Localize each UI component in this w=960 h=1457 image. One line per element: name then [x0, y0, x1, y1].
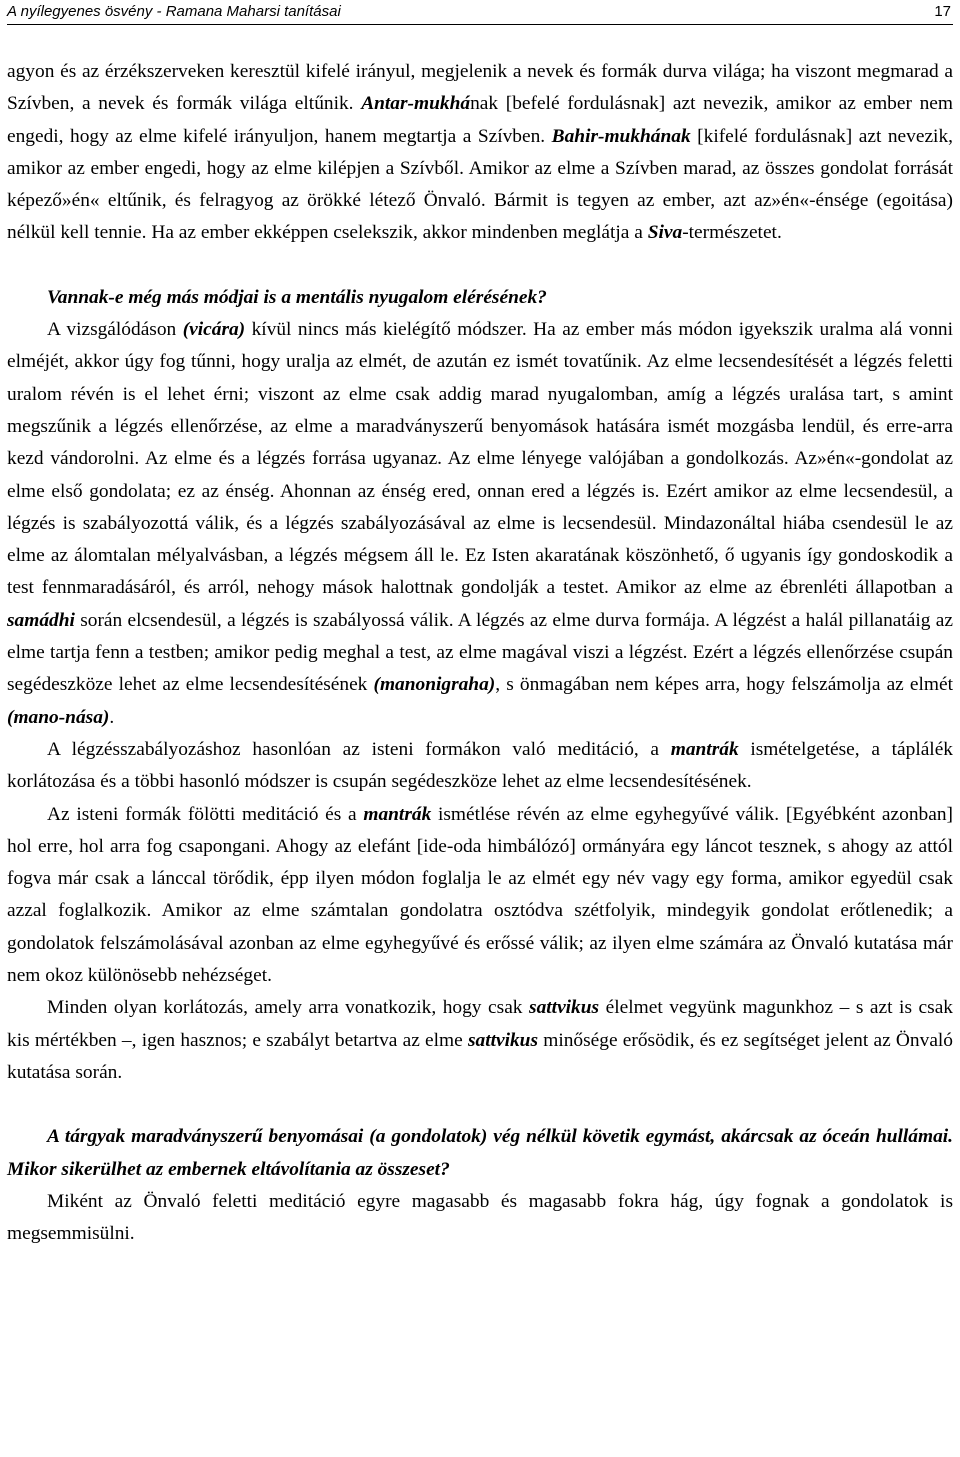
text-run: nak [befelé fordulásnak] azt nevezik, amikor az ember nem engedi, hogy az elme kifelé irányuljon, hanem megtartja a Szívben.: [7, 93, 953, 147]
term-sattvikus: sattvikus: [467, 1029, 539, 1051]
text-run: minősége erősödik, és ez segítséget jelent az Önvaló kutatása során.: [7, 1029, 954, 1083]
paragraph-3: [7, 734, 953, 799]
question-1: Vannak-e még más módjai is a mentális nyugalom elérésének?: [47, 286, 547, 308]
term-sattvikus: sattvikus: [529, 997, 600, 1019]
term-vicara: (vicára): [182, 319, 246, 341]
text-run: A vizsgálódáson: [47, 319, 183, 341]
paragraph-2: [7, 314, 953, 734]
paragraph-4: [7, 799, 953, 993]
text-run: Az isteni formák fölötti meditáció és a: [47, 803, 364, 825]
term-mantrak: mantrák: [363, 803, 432, 825]
term-manonigraha: (manonigraha): [373, 674, 496, 696]
text-run: ismételgetése, a táplálék korlátozása és a többi hasonló módszer is csupán segédeszköze lehet az elme lecsendesítésének.: [7, 738, 953, 793]
paragraph-6: Miként az Önvaló feletti meditáció egyre magasabb és magasabb fokra hág, úgy fognak a gondolatok is megsemmisülni.: [7, 1190, 953, 1245]
text-run: agyon és az érzékszerveken keresztül kifelé irányul, megjelenik a nevek és formák durva világa; ha viszont megmarad a Szívben, a nevek és formák világa eltűnik.: [7, 61, 953, 115]
page-number: 17: [934, 3, 951, 20]
running-header: [7, 0, 953, 25]
term-mantrak: mantrák: [670, 738, 739, 760]
text-run: A légzésszabályozáshoz hasonlóan az isteni formákon való meditáció, a: [47, 738, 671, 760]
text-run: -természetet.: [682, 222, 782, 244]
paragraph-5: [7, 992, 953, 1089]
text-run: ismétlése révén az elme egyhegyűvé válik. [Egyébként azonban] hol erre, hol arra fog csapongani. Ahogy az elefánt [ide-oda himbálózó] ormányára egy láncot tesznek, s ahogy az attól fogva már csak a lánccal törődik, épp ilyen módon foglalja le az elmét egy név vagy egy forma, amikor egyedül csak azzal foglalkozik. Amikor az elme számtalan gondolatra osztódva szétfolyik, mindegyik gondolat erőtlenedik; a gondolatok felszámolásával azonban az elme egyhegyűvé és erőssé válik; az ilyen elme számára az Önvaló kutatása már nem okoz különösebb nehézséget.: [7, 803, 953, 987]
text-run: élelmet vegyünk magunkhoz – s azt is csak kis mértékben –, igen hasznos; e szabályt betartva az elme: [7, 997, 953, 1051]
text-run: kívül nincs más kielégítő módszer. Ha az ember más módon igyekszik uralma alá vonni elméjét, akkor úgy fog tűnni, hogy uralja az elmét, de azután ez ismét tovatűnik. Az elme lecsendesítését a légzés feletti uralom révén is el lehet érni; viszont az elme csak addig marad nyugalomban, amíg a légzés uralása tart, s amint megszűnik a légzés ellenőrzése, az elme a maradványszerű benyomások hatására ismét mozgásba lendül, és erre-arra kezd vándorolni. Az elme és a légzés forrása ugyanaz. Az elme lényege valójában a gondolkozás. Az»én«-gondolat az elme első gondolata; ez az énség. Ahonnan az énség ered, onnan ered a légzés is. Ezért amikor az elme lecsendesül, a légzés is szabályozottá válik, és a légzés szabályozásával az elme is lecsendesül. Mindazonáltal hiába csendesül le az elme az álomtalan mélyalvásban, a légzés mégsem áll le. Ez Isten akaratának köszönhető, ő ugyanis így gondoskodik a test fennmaradásáról, és arról, nehogy mások halottnak gondolják a testet. Amikor az elme az ébrenléti állapotban a: [7, 319, 953, 599]
header-title: A nyílegyenes ösvény - Ramana Maharsi tanításai: [7, 3, 341, 20]
term-siva: Siva: [647, 222, 683, 244]
term-mano-nasa: (mano-nása): [7, 706, 110, 728]
paragraph-1: [7, 56, 953, 250]
term-bahir-mukha: Bahir-mukhának: [551, 125, 691, 147]
text-run: során elcsendesül, a légzés is szabályossá válik. A légzés az elme durva formája. A légzést a halál pillanatáig az elme tartja fenn a testben; amikor pedig meghal a test, az elme magával viszi a légzést. Ezért a légzés ellenőrzése csupán segédeszköze lehet az elme lecsendesítésének: [7, 609, 953, 696]
text-run: .: [109, 706, 115, 728]
text-run: Minden olyan korlátozás, amely arra vonatkozik, hogy csak: [47, 997, 530, 1019]
term-antar-mukha: Antar-mukhá: [361, 93, 471, 115]
text-run: , s önmagában nem képes arra, hogy felszámolja az elmét: [495, 674, 953, 696]
question-2: A tárgyak maradványszerű benyomásai (a gondolatok) vég nélkül követik egymást, akárcsak az óceán hullámai. Mikor sikerülhet az embernek eltávolítania az összeset?: [7, 1126, 953, 1180]
document-body: [7, 56, 953, 1250]
text-run: [kifelé fordulásnak] azt nevezik, amikor az ember engedi, hogy az elme kilépjen a Szívből. Amikor az elme a Szívben marad, az összes gondolat forrását képező»én« eltűnik, és felragyog az örökké létező Önvaló. Bármit is tegyen az ember, azt az»én«-énsége (egoitása) nélkül kell tennie. Ha az ember ekképpen cselekszik, akkor mindenben meglátja a: [7, 125, 953, 244]
term-samadhi: samádhi: [7, 609, 75, 631]
